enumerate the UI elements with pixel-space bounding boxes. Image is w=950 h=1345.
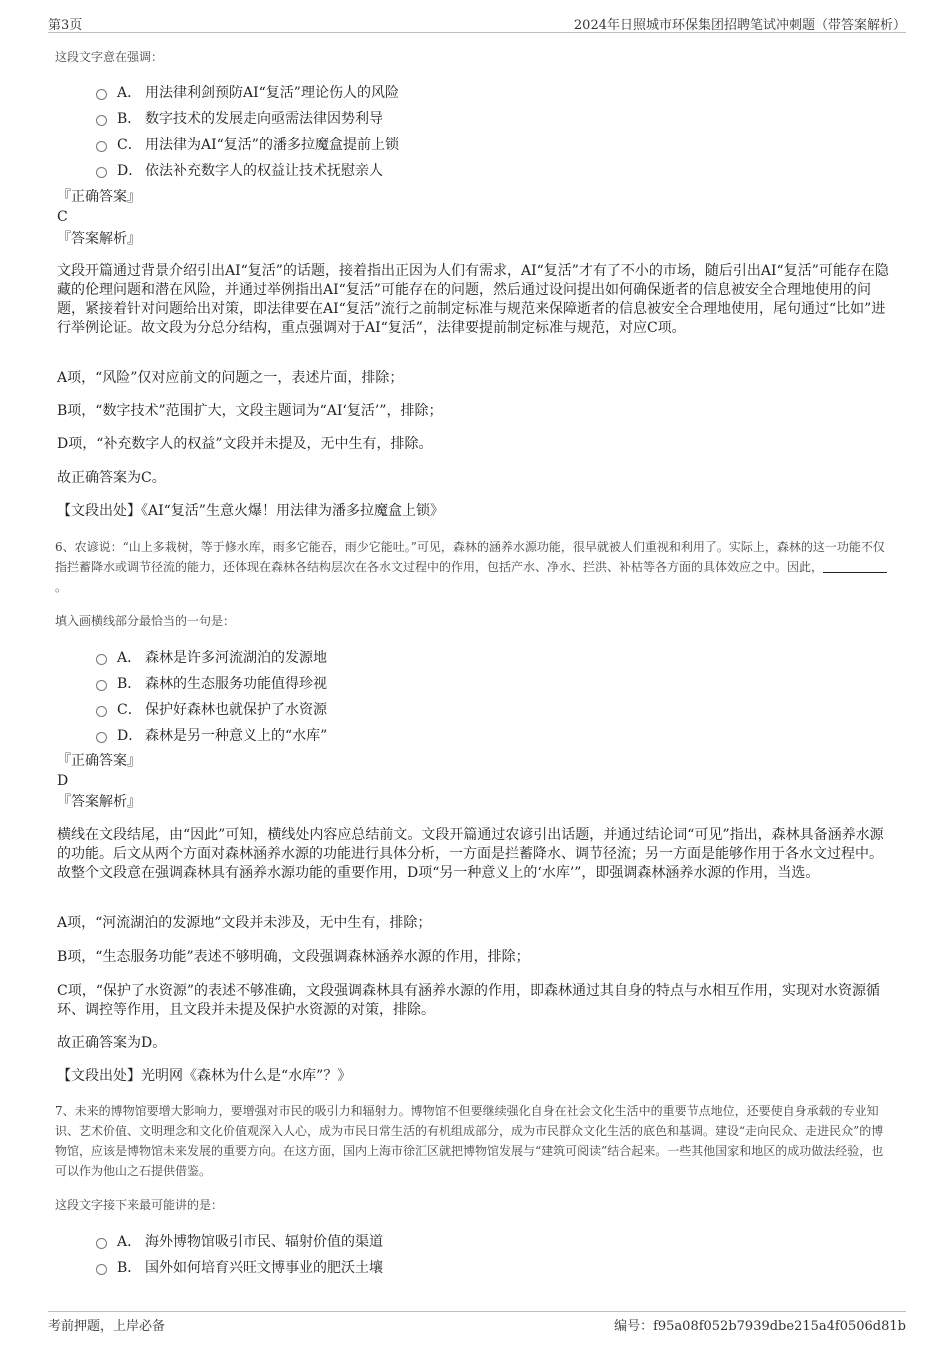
option-text: 森林是另一种意义上的“水库” bbox=[145, 728, 328, 744]
radio-icon[interactable] bbox=[96, 167, 107, 178]
page-footer bbox=[48, 1311, 906, 1336]
q5-analysis-d: D项，“补充数字人的权益”文段并未提及，无中生有，排除。 bbox=[57, 436, 433, 452]
q5-option-d[interactable]: D． 依法补充数字人的权益让技术抚慰亲人 bbox=[96, 157, 796, 183]
q7-stem: 7、未来的博物馆要增大影响力，要增强对市民的吸引力和辐射力。博物馆不但要继续强化自身在社会文化生活中的重要节点地位，还要使自身承载的专业知识、艺术价值、文明理念和文化价值观深入人心，成为市民日常生活的有机组成部分，成为市民群众文化生活的底色和基调。建设“走向民众、走进民众”的博物馆，应该是博物馆未来发展的重要方向。在这方面，国内上海市徐汇区就把博物馆发展与“建筑可阅读”结合起来。一些其他国家和地区的成功做法经验，也可以作为他山之石提供借鉴。 bbox=[55, 1104, 884, 1178]
fill-blank bbox=[823, 558, 887, 573]
radio-icon[interactable] bbox=[96, 1238, 107, 1249]
q5-prompt: 这段文字意在强调： bbox=[55, 50, 164, 64]
radio-icon[interactable] bbox=[96, 89, 107, 100]
analysis-label: 『答案解析』 bbox=[57, 794, 141, 810]
q7-option-a[interactable]: A． 海外博物馆吸引市民、辐射价值的渠道 bbox=[96, 1228, 796, 1254]
radio-icon[interactable] bbox=[96, 654, 107, 665]
q5-option-c[interactable]: C． 用法律为AI“复活”的潘多拉魔盒提前上锁 bbox=[96, 131, 796, 157]
radio-icon[interactable] bbox=[96, 1264, 107, 1275]
option-text: 森林是许多河流湖泊的发源地 bbox=[145, 650, 327, 666]
q7-prompt: 这段文字接下来最可能讲的是： bbox=[55, 1198, 224, 1212]
document-title: 2024年日照城市环保集团招聘笔试冲刺题（带答案解析） bbox=[573, 18, 906, 33]
q6-analysis-a: A项，“河流湖泊的发源地”文段并未涉及，无中生有，排除； bbox=[57, 915, 432, 931]
option-text: 数字技术的发展走向亟需法律因势利导 bbox=[145, 111, 383, 127]
radio-icon[interactable] bbox=[96, 115, 107, 126]
document-id: 编号：f95a08f052b7939dbe215a4f0506d81b bbox=[614, 1319, 906, 1334]
q6-option-c[interactable]: C． 保护好森林也就保护了水资源 bbox=[96, 696, 796, 722]
q5-analysis-b: B项，“数字技术”范围扩大，文段主题词为“AI‘复活’”，排除； bbox=[57, 403, 443, 419]
q6-analysis-c: C项，“保护了水资源”的表述不够准确，文段强调森林具有涵养水源的作用，即森林通过其自身的特点与水相互作用，实现对水资源循环、调控等作用，且文段并未提及保护水资源的对策，排除。 bbox=[57, 983, 881, 1018]
q6-options bbox=[96, 644, 796, 748]
q6-source: 【文段出处】光明网《森林为什么是“水库”？》 bbox=[57, 1068, 352, 1084]
option-text: 海外博物馆吸引市民、辐射价值的渠道 bbox=[145, 1234, 383, 1250]
q5-options bbox=[96, 79, 796, 183]
radio-icon[interactable] bbox=[96, 706, 107, 717]
q5-answer: C bbox=[57, 209, 68, 225]
q5-analysis-a: A项，“风险”仅对应前文的问题之一，表述片面，排除； bbox=[57, 370, 404, 386]
footer-slogan: 考前押题，上岸必备 bbox=[48, 1319, 166, 1334]
page-number: 第3页 bbox=[48, 18, 83, 33]
option-text: 依法补充数字人的权益让技术抚慰亲人 bbox=[145, 163, 383, 179]
q6-analysis-main: 横线在文段结尾，由“因此”可知，横线处内容应总结前文。文段开篇通过农谚引出话题，并通过结论词“可见”指出，森林具备涵养水源的功能。后文从两个方面对森林涵养水源的功能进行具体分析，一方面是拦蓄降水、调节径流；另一方面是能够作用于各水文过程中。故整个文段意在强调森林具有涵养水源功能的重要作用，D项“另一种意义上的‘水库’”，即强调森林涵养水源的作用，当选。 bbox=[57, 827, 884, 881]
q6-option-d[interactable]: D． 森林是另一种意义上的“水库” bbox=[96, 722, 796, 748]
q6-stem: 6、农谚说：“山上多栽树，等于修水库，雨多它能吞，雨少它能吐。”可见，森林的涵养水源功能，很早就被人们重视和利用了。实际上，森林的这一功能不仅指拦蓄降水或调节径流的能力，还体现在森林各结构层次在各水文过程中的作用，包括产水、净水、拦洪、补枯等各方面的具体效应之中。因此，。 bbox=[55, 537, 895, 597]
q5-source: 【文段出处】《AI“复活”生意火爆！用法律为潘多拉魔盒上锁》 bbox=[57, 503, 444, 519]
q6-option-b[interactable]: B． 森林的生态服务功能值得珍视 bbox=[96, 670, 796, 696]
q5-option-b[interactable]: B． 数字技术的发展走向亟需法律因势利导 bbox=[96, 105, 796, 131]
page-header bbox=[48, 12, 906, 33]
q6-conclusion: 故正确答案为D。 bbox=[57, 1035, 167, 1051]
radio-icon[interactable] bbox=[96, 141, 107, 152]
q6-option-a[interactable]: A． 森林是许多河流湖泊的发源地 bbox=[96, 644, 796, 670]
q5-conclusion: 故正确答案为C。 bbox=[57, 470, 166, 486]
q7-option-b[interactable]: B． 国外如何培育兴旺文博事业的肥沃土壤 bbox=[96, 1254, 796, 1280]
option-text: 保护好森林也就保护了水资源 bbox=[145, 702, 327, 718]
option-text: 森林的生态服务功能值得珍视 bbox=[145, 676, 327, 692]
option-text: 用法律利剑预防AI“复活”理论伤人的风险 bbox=[145, 85, 399, 101]
q5-analysis-main: 文段开篇通过背景介绍引出AI“复活”的话题，接着指出正因为人们有需求，AI“复活”才有了不小的市场，随后引出AI“复活”可能存在隐藏的伦理问题和潜在风险，并通过举例指出AI“复活”可能存在的问题，然后通过设问提出如何确保逝者的信息被安全合理地使用的问题，紧接着针对问题给出对策，即法律要在AI“复活”流行之前制定标准与规范来保障逝者的信息被安全合理地使用，尾句通过“比如”进行举例论证。故文段为分总分结构，重点强调对于AI“复活”，法律要提前制定标准与规范，对应C项。 bbox=[57, 263, 889, 336]
correct-answer-label: 『正确答案』 bbox=[57, 189, 141, 205]
q6-answer: D bbox=[57, 773, 69, 789]
radio-icon[interactable] bbox=[96, 732, 107, 743]
radio-icon[interactable] bbox=[96, 680, 107, 691]
q6-analysis-b: B项，“生态服务功能”表述不够明确，文段强调森林涵养水源的作用，排除； bbox=[57, 949, 530, 965]
q7-options bbox=[96, 1228, 796, 1280]
option-text: 国外如何培育兴旺文博事业的肥沃土壤 bbox=[145, 1260, 383, 1276]
q5-option-a[interactable]: A． 用法律利剑预防AI“复活”理论伤人的风险 bbox=[96, 79, 796, 105]
q6-prompt: 填入画横线部分最恰当的一句是： bbox=[55, 614, 236, 628]
option-text: 用法律为AI“复活”的潘多拉魔盒提前上锁 bbox=[145, 137, 399, 153]
analysis-label: 『答案解析』 bbox=[57, 231, 141, 247]
correct-answer-label: 『正确答案』 bbox=[57, 753, 141, 769]
